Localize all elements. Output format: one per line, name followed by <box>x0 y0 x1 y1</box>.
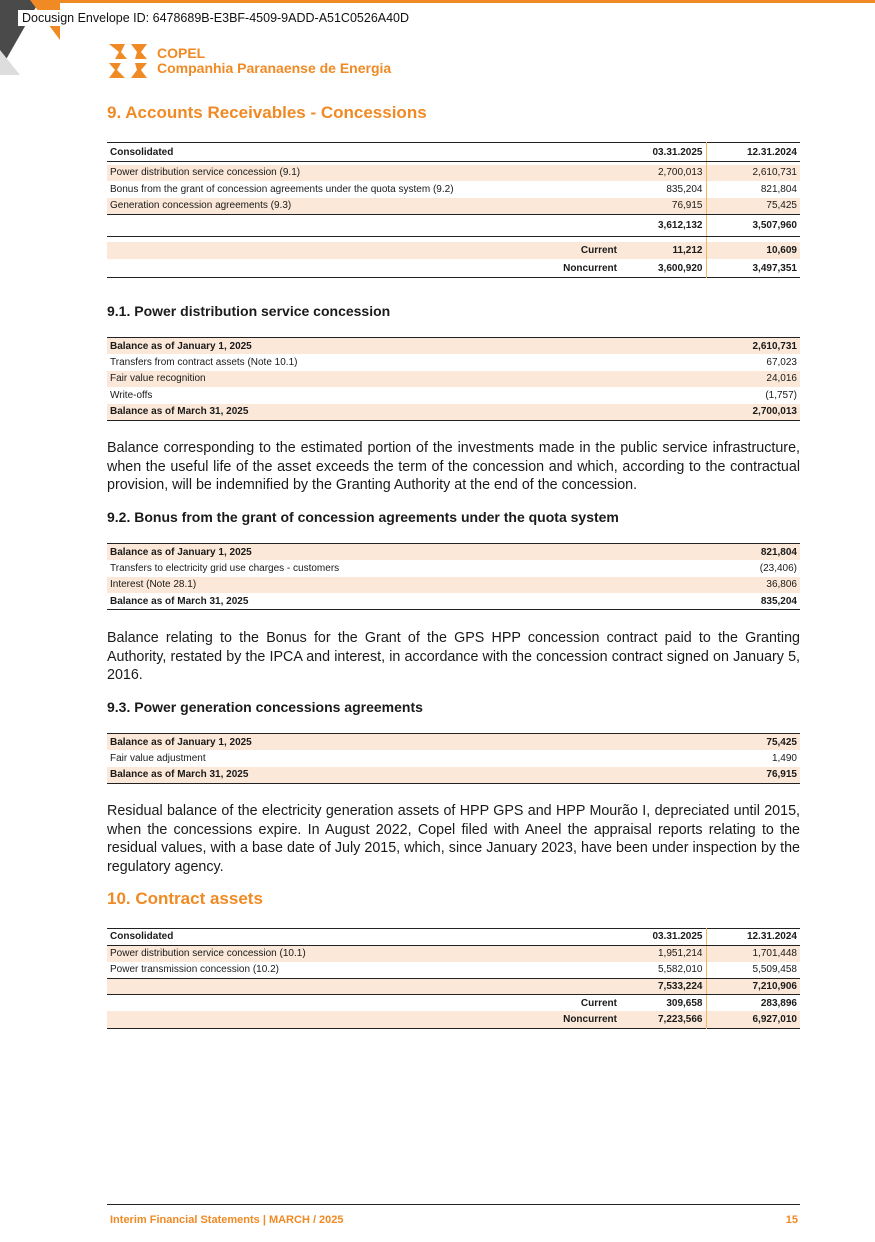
generation-concessions-table <box>107 733 800 784</box>
table-row <box>107 198 800 215</box>
table-row <box>107 371 800 388</box>
copel-logo <box>107 42 391 80</box>
section-9-1-text: Balance corresponding to the estimated portion of the investments made in the public service infrastructure, when the useful life of the asset exceeds the term of the concession and which, according to the contractual provision, will be indemnified by the Granting Authority at the end of the concession. <box>107 440 800 493</box>
table-cell: (23,406) <box>759 562 797 574</box>
col-header: 12.31.2024 <box>706 143 800 162</box>
table-cell: Balance as of March 31, 2025 <box>107 767 680 784</box>
table-cell: 6,927,010 <box>706 1011 800 1028</box>
corner-decoration <box>0 50 20 75</box>
section-10-title: 10. Contract assets <box>107 889 263 908</box>
table-row <box>107 354 800 371</box>
col-header: 12.31.2024 <box>706 929 800 946</box>
table-row <box>107 962 800 979</box>
section-9-2-text: Balance relating to the Bonus for the Grant of the GPS HPP concession contract paid to the Granting Authority, restated by the IPCA and interest, in accordance with the concession contract signed on January 5, 2016. <box>107 630 800 683</box>
table-cell: Fair value recognition <box>107 371 680 388</box>
table-cell: Fair value adjustment <box>110 752 206 764</box>
accounts-receivables-table <box>107 142 800 278</box>
table-cell: 76,915 <box>620 198 706 215</box>
table-cell: Noncurrent <box>563 262 617 274</box>
table-cell: Generation concession agreements (9.3) <box>107 198 620 215</box>
table-cell: 835,204 <box>760 595 797 607</box>
section-9-1-title: 9.1. Power distribution service concession <box>107 303 391 319</box>
page-number: 15 <box>785 1214 798 1226</box>
footer-title: Interim Financial Statements | MARCH / 2025 <box>110 1214 344 1226</box>
col-header: 03.31.2025 <box>620 929 706 946</box>
table-row <box>107 734 800 751</box>
table-cell: 67,023 <box>766 356 797 368</box>
table-cell: 7,210,906 <box>706 978 800 995</box>
table-cell: 2,610,731 <box>680 338 800 355</box>
docusign-envelope-id: Docusign Envelope ID: 6478689B-E3BF-4509-9ADD-A51C0526A40D <box>18 10 413 26</box>
table-cell: 821,804 <box>680 544 800 561</box>
table-cell: Power transmission concession (10.2) <box>107 962 620 979</box>
table-cell: 821,804 <box>706 181 800 198</box>
table-cell: Balance as of March 31, 2025 <box>107 404 680 421</box>
total-row <box>107 978 800 995</box>
table-cell: Bonus from the grant of concession agreements under the quota system (9.2) <box>110 183 454 195</box>
current-row <box>107 995 800 1012</box>
table-cell: Transfers to electricity grid use charges - customers <box>110 562 340 574</box>
table-cell: 75,425 <box>680 734 800 751</box>
noncurrent-row <box>107 1011 800 1028</box>
table-cell: 835,204 <box>666 183 703 195</box>
copel-logo-icon <box>107 42 149 80</box>
table-cell: (1,757) <box>765 390 797 402</box>
table-cell: 1,490 <box>771 752 797 764</box>
table-cell: 10,609 <box>706 242 800 259</box>
table-row <box>107 544 800 561</box>
table-cell: Power distribution service concession (10.1) <box>107 945 620 962</box>
section-9-3-title: 9.3. Power generation concessions agreements <box>107 699 423 715</box>
table-cell: 3,600,920 <box>658 262 703 274</box>
table-cell: Interest (Note 28.1) <box>107 577 680 594</box>
contract-assets-table <box>107 928 800 1029</box>
table-cell: 2,610,731 <box>706 165 800 182</box>
table-row <box>107 338 800 355</box>
table-cell: Transfers from contract assets (Note 10.1) <box>110 356 298 368</box>
table-row <box>107 945 800 962</box>
logo-subtitle: Companhia Paranaense de Energia <box>157 60 392 76</box>
table-cell: 76,915 <box>680 767 800 784</box>
logo-name: COPEL <box>157 45 206 61</box>
table-cell: 309,658 <box>666 997 703 1009</box>
current-row <box>107 242 800 259</box>
table-cell: 3,497,351 <box>706 259 800 278</box>
table-cell: 5,582,010 <box>620 962 706 979</box>
table-cell: 1,701,448 <box>706 945 800 962</box>
table-cell: Balance as of January 1, 2025 <box>107 544 680 561</box>
table-row <box>107 560 800 577</box>
section-9-title: 9. Accounts Receivables - Concessions <box>107 103 427 122</box>
table-row <box>107 404 800 421</box>
table-cell: Balance as of January 1, 2025 <box>107 734 680 751</box>
table-row <box>107 767 800 784</box>
table-cell: 7,533,224 <box>620 978 706 995</box>
table-row <box>107 593 800 610</box>
col-header: Consolidated <box>107 929 620 946</box>
table-cell: 1,951,214 <box>620 945 706 962</box>
table-row <box>107 181 800 198</box>
bonus-grant-table <box>107 543 800 610</box>
table-cell: 2,700,013 <box>620 165 706 182</box>
top-accent-bar <box>0 0 875 3</box>
footer-divider <box>107 1204 800 1205</box>
table-row <box>107 750 800 767</box>
table-cell: 5,509,458 <box>706 962 800 979</box>
table-cell: Write-offs <box>110 390 153 402</box>
table-cell: 3,612,132 <box>620 214 706 236</box>
table-row <box>107 165 800 182</box>
table-cell: 36,806 <box>680 577 800 594</box>
table-cell: 2,700,013 <box>680 404 800 421</box>
section-9-3-text: Residual balance of the electricity generation assets of HPP GPS and HPP Mourão I, depreciated until 2015, when the concessions expire. In August 2022, Copel filed with Aneel the appraisal reports relating to the residual values, with a base date of July 2015, which, since January 2023, have been under inspection by the regulatory agency. <box>107 803 800 875</box>
section-9-2-title: 9.2. Bonus from the grant of concession agreements under the quota system <box>107 509 619 525</box>
table-cell: Noncurrent <box>107 1011 620 1028</box>
power-distribution-table <box>107 337 800 421</box>
table-row <box>107 577 800 594</box>
table-cell: 283,896 <box>706 995 800 1012</box>
table-cell: 3,507,960 <box>706 214 800 236</box>
table-cell: 24,016 <box>680 371 800 388</box>
noncurrent-row <box>107 259 800 278</box>
table-row <box>107 387 800 404</box>
total-row <box>107 214 800 236</box>
table-cell: 11,212 <box>620 242 706 259</box>
table-cell: Current <box>580 997 617 1009</box>
table-cell: 75,425 <box>706 198 800 215</box>
col-header: 03.31.2025 <box>620 143 706 162</box>
table-cell: Balance as of January 1, 2025 <box>107 338 680 355</box>
col-header: Consolidated <box>107 143 620 162</box>
table-cell: Balance as of March 31, 2025 <box>110 595 249 607</box>
table-cell: Power distribution service concession (9.1) <box>107 165 620 182</box>
table-cell: 7,223,566 <box>620 1011 706 1028</box>
table-cell: Current <box>107 242 620 259</box>
